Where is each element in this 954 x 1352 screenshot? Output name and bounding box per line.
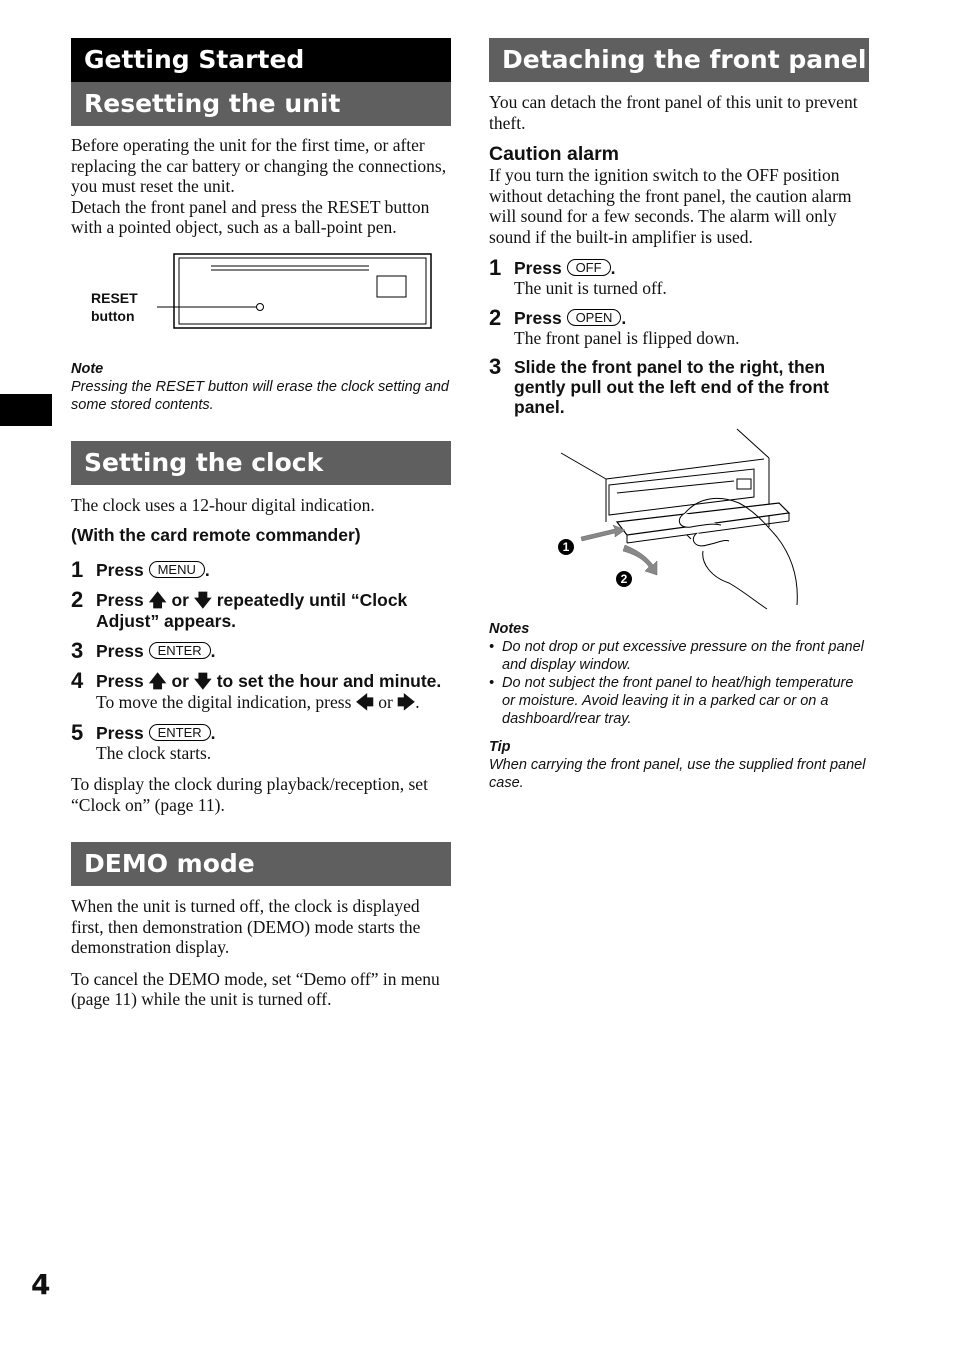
step-number: 2 — [489, 304, 502, 330]
caution-alarm-text: If you turn the ignition switch to the OFF position without detaching the front panel, the caution alarm will sound for a few seconds. The alarm will only sound if the built-in amplifier is used. — [489, 165, 852, 247]
step-number: 4 — [71, 668, 84, 693]
step-text: or — [171, 671, 189, 691]
note-item-text: Do not subject the front panel to heat/high temperature or moisture. Avoid leaving it in a parked car or on a dashboard/rear tray. — [502, 675, 854, 727]
step-text: Press — [514, 307, 562, 328]
clock-step-3 — [71, 638, 451, 663]
step-sub-text: The clock starts. — [96, 742, 212, 763]
detach-step-1 — [489, 255, 869, 299]
detach-tip — [489, 738, 869, 792]
step-text: Press — [96, 560, 144, 580]
detach-notes — [489, 620, 869, 728]
reset-label-line2: button — [91, 307, 135, 324]
step-number: 1 — [71, 557, 84, 582]
bullet-icon: • — [489, 639, 495, 655]
right-arrow-icon: 🡆 — [397, 693, 416, 713]
right-column — [489, 38, 869, 792]
left-arrow-icon: 🡄 — [355, 693, 374, 713]
figure-marker-1: 1 — [562, 540, 570, 554]
clock-outro: To display the clock during playback/reception, set “Clock on” (page 11). — [71, 774, 428, 815]
step-text: repeatedly until “Clock Adjust” appears. — [96, 590, 408, 631]
note-item-1 — [489, 638, 869, 674]
step-end: . — [210, 641, 216, 661]
reset-label-line1: RESET — [91, 289, 138, 306]
clock-steps — [71, 557, 451, 763]
notes-title: Notes — [489, 621, 530, 637]
reset-section-title: Resetting the unit — [71, 82, 451, 126]
clock-sub-heading: (With the card remote commander) — [71, 525, 361, 545]
enter-key: ENTER — [149, 724, 211, 741]
step-sub-text: To move the digital indication, press — [96, 692, 352, 712]
caution-alarm-title: Caution alarm — [489, 143, 620, 165]
clock-intro: The clock uses a 12-hour digital indication. — [71, 494, 375, 515]
step-sub-text: The front panel is flipped down. — [514, 327, 740, 348]
up-arrow-icon: 🡅 — [148, 672, 167, 692]
detach-step-3 — [489, 354, 869, 417]
bullet-icon: • — [489, 675, 495, 691]
step-sub-text: The unit is turned off. — [514, 278, 667, 298]
reset-paragraph-2: Detach the front panel and press the RESET button with a pointed object, such as a ball-point pen. — [71, 196, 430, 237]
step-text: Press — [96, 722, 144, 743]
open-key: OPEN — [567, 309, 622, 326]
down-arrow-icon: 🡇 — [193, 672, 212, 692]
note-item-2 — [489, 674, 869, 728]
off-key: OFF — [567, 259, 611, 276]
reset-button-label — [91, 289, 138, 325]
step-text: Press — [96, 590, 144, 610]
clock-section-title: Setting the clock — [71, 441, 451, 485]
clock-step-5 — [71, 719, 451, 764]
step-number: 1 — [489, 255, 502, 280]
step-text: Press — [96, 671, 144, 691]
detach-figure — [489, 427, 869, 612]
step-sub-text: or — [378, 692, 393, 712]
detach-panel-illustration — [489, 427, 869, 612]
demo-section-title: DEMO mode — [71, 842, 451, 886]
detach-intro: You can detach the front panel of this unit to prevent theft. — [489, 92, 858, 133]
detach-section-title: Detaching the front panel — [489, 38, 869, 82]
figure-marker-2: 2 — [620, 572, 628, 586]
tip-text: When carrying the front panel, use the supplied front panel case. — [489, 757, 866, 791]
enter-key: ENTER — [149, 642, 211, 659]
demo-paragraph-2: To cancel the DEMO mode, set “Demo off” in menu (page 11) while the unit is turned off. — [71, 968, 440, 1009]
step-end: . — [621, 307, 627, 328]
step-sub-end: . — [415, 692, 420, 712]
menu-key: MENU — [149, 561, 205, 578]
reset-note — [71, 360, 451, 414]
step-end: . — [610, 258, 616, 278]
page-number: 4 — [31, 1268, 51, 1301]
clock-step-4 — [71, 668, 451, 714]
step-number: 2 — [71, 587, 84, 612]
step-end: . — [210, 722, 216, 743]
tip-title: Tip — [489, 739, 511, 755]
section-tab-marker — [0, 394, 52, 426]
reset-section-body — [71, 135, 451, 238]
clock-step-1 — [71, 557, 451, 582]
reset-figure — [71, 252, 451, 352]
down-arrow-icon: 🡇 — [193, 591, 212, 611]
note-text: Pressing the RESET button will erase the clock setting and some stored contents. — [71, 378, 449, 413]
detach-steps — [489, 255, 869, 417]
demo-paragraph-1: When the unit is turned off, the clock is displayed first, then demonstration (DEMO) mode starts the demonstration display. — [71, 896, 421, 957]
step-text: Press — [96, 641, 144, 661]
clock-step-2 — [71, 587, 451, 632]
step-end: . — [204, 560, 210, 580]
note-item-text: Do not drop or put excessive pressure on the front panel and display window. — [502, 639, 864, 673]
left-column — [71, 38, 451, 1010]
step-text: or — [171, 590, 189, 610]
step-number: 3 — [71, 638, 84, 663]
step-number: 5 — [71, 719, 84, 745]
note-title: Note — [71, 360, 104, 377]
detach-step-2 — [489, 304, 869, 349]
chapter-title: Getting Started — [71, 38, 451, 82]
step-text: to set the hour and minute. — [216, 671, 442, 691]
step-number: 3 — [489, 354, 502, 379]
reset-paragraph-1: Before operating the unit for the first time, or after replacing the car battery or changing the connections, you must reset the unit. — [71, 135, 447, 196]
step-text: Slide the front panel to the right, then gently pull out the left end of the front panel. — [514, 357, 829, 417]
up-arrow-icon: 🡅 — [148, 591, 167, 611]
step-text: Press — [514, 258, 562, 278]
